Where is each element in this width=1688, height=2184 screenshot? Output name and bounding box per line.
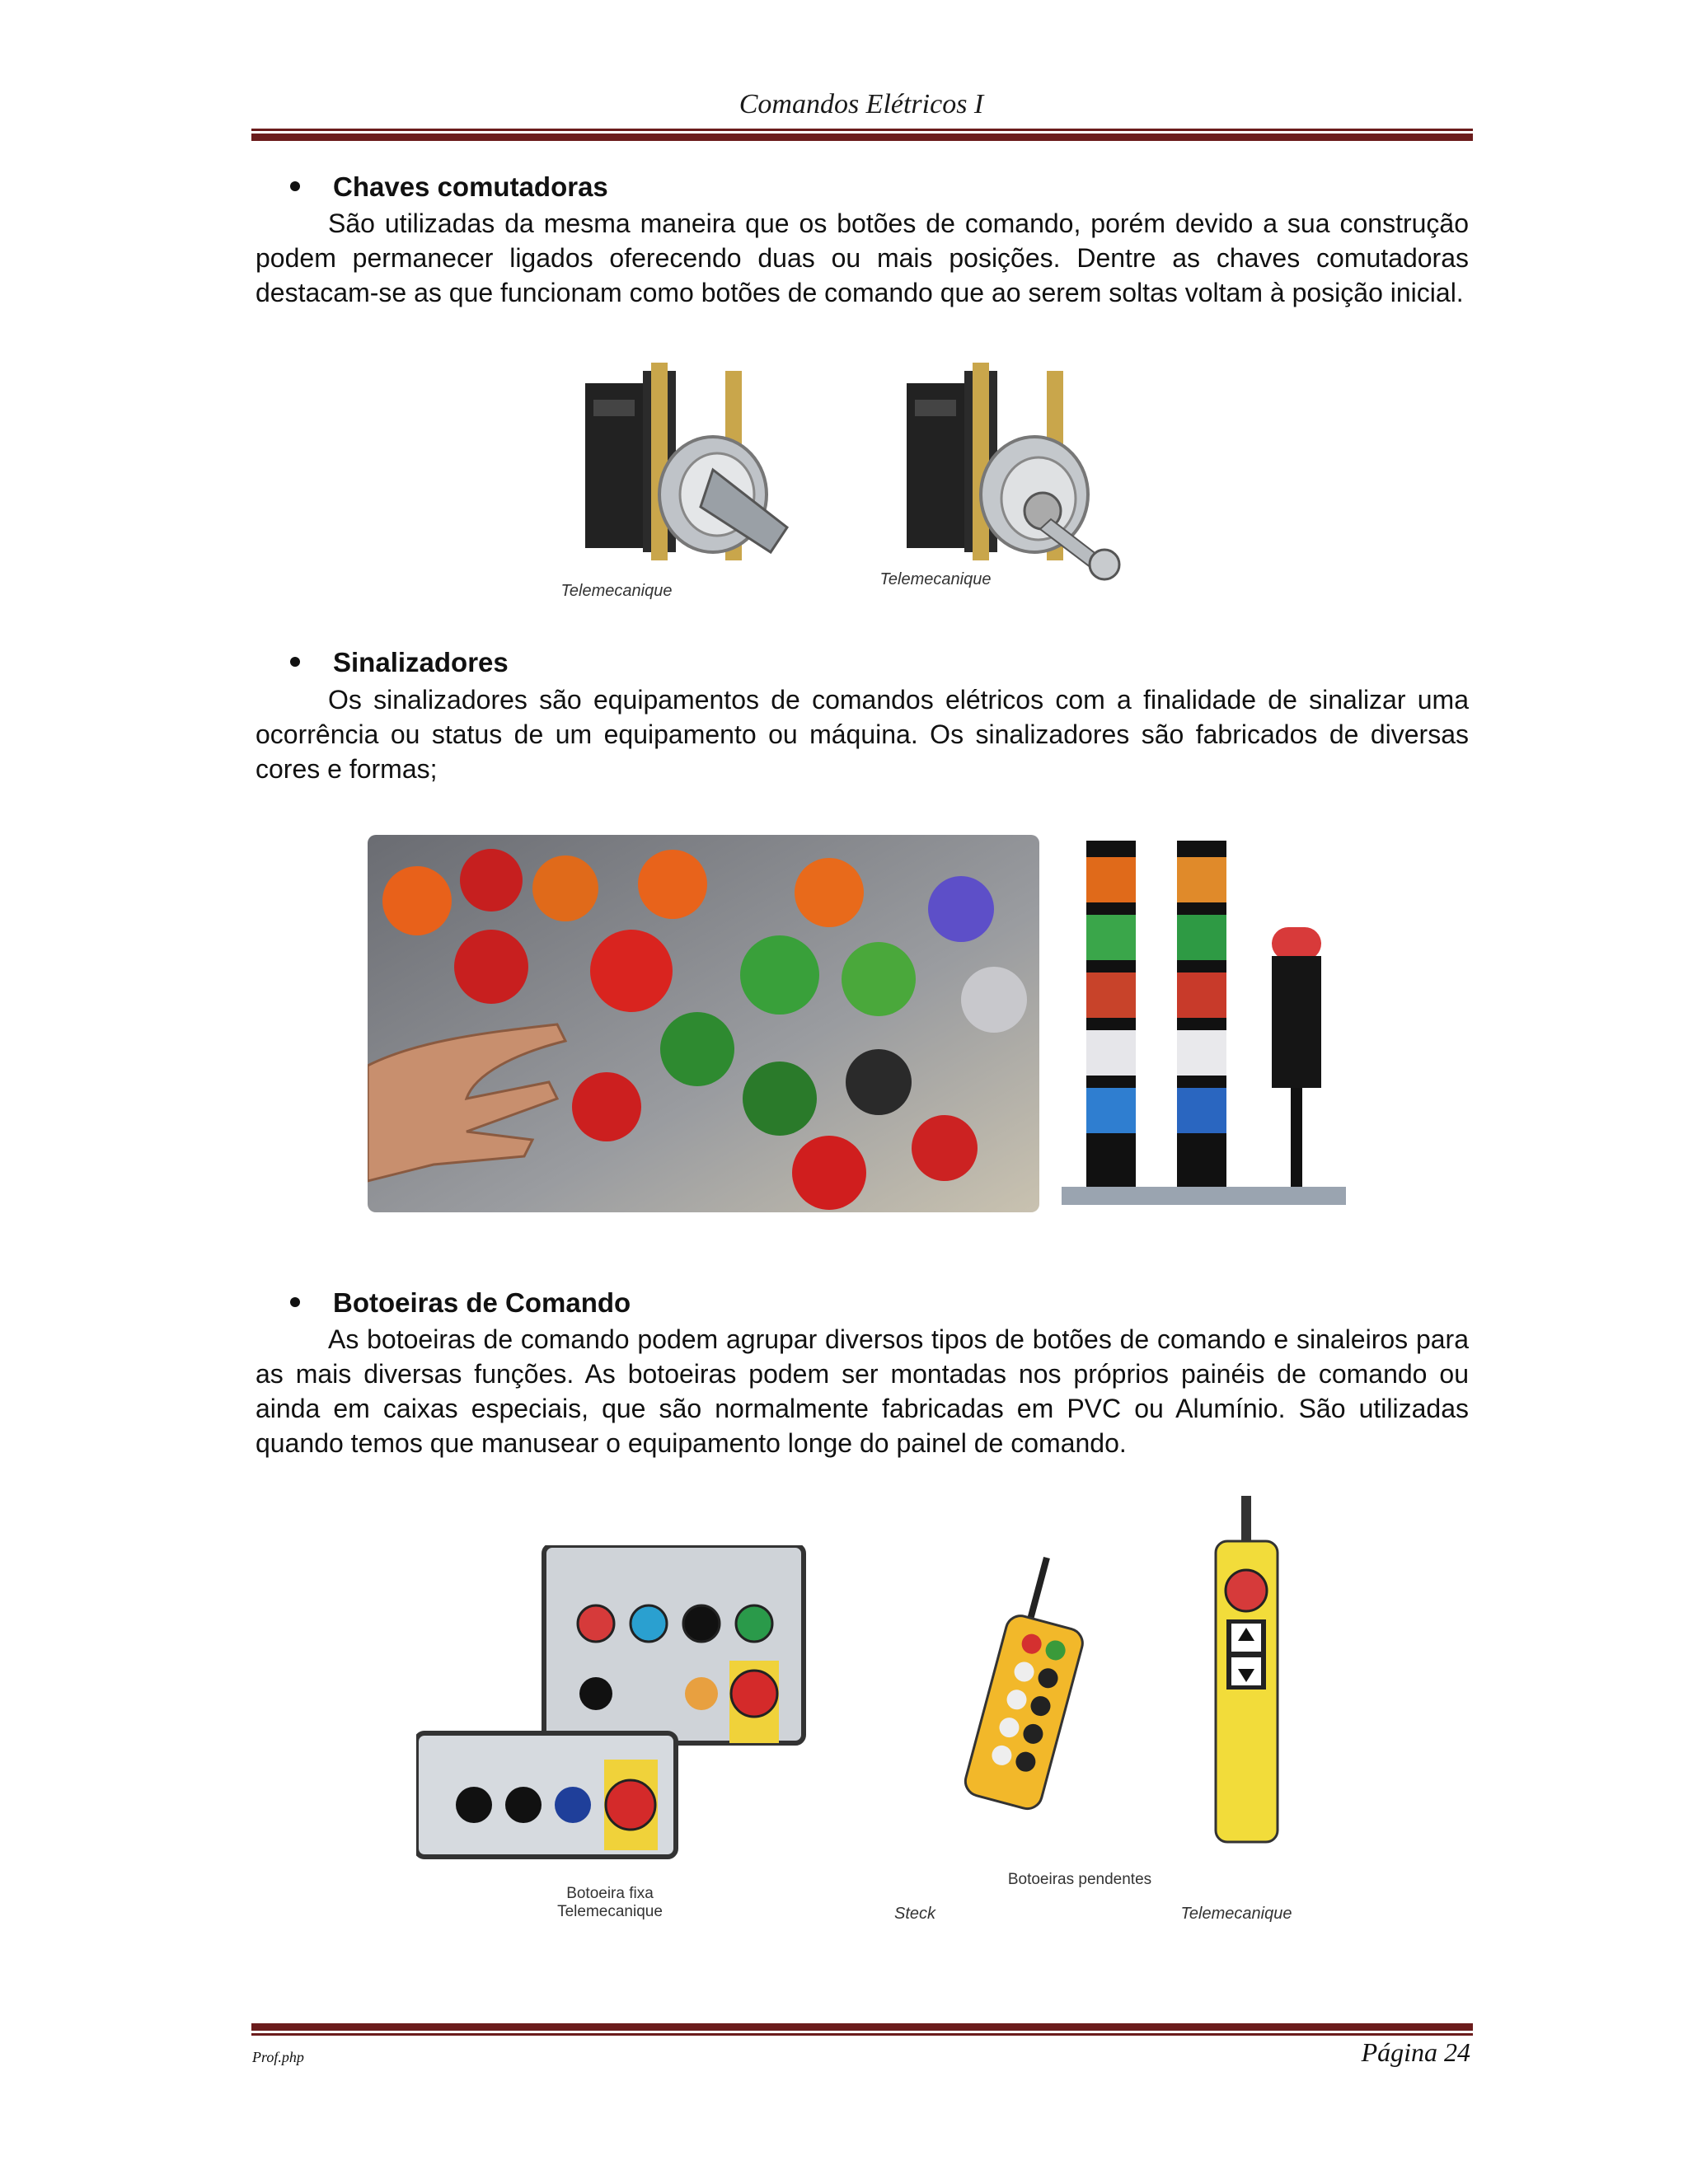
- bullet-icon: [290, 657, 300, 667]
- selector-switches-figure: [536, 354, 1179, 610]
- selector-switch-image: [585, 363, 787, 560]
- caption-botoeiras-pendentes: Botoeiras pendentes: [1007, 1871, 1152, 1888]
- section-body-botoeiras: As botoeiras de comando podem agrupar diversos tipos de botões de comando e sinaleiros para as mais diversas funções. As botoeiras podem ser montadas nos próprios painéis de comando ou ainda em caixas especiais, que são normalmente fabricadas em PVC ou Alumínio. São utilizadas quando temos que manusear o equipamento longe do painel de comando.: [256, 1324, 1469, 1458]
- bullet-icon: [290, 181, 300, 191]
- key-switch-image: [907, 363, 1119, 579]
- pendant-pushbutton-stations-image: [882, 1496, 1319, 1858]
- footer-author: Prof.php: [252, 2049, 304, 2065]
- caption-telemecanique-1: Telemecanique: [560, 582, 673, 600]
- caption-telemecanique-3: Telemecanique: [1180, 1905, 1292, 1923]
- caption-steck: Steck: [893, 1905, 936, 1923]
- fixed-pushbutton-station-image: [416, 1545, 812, 1867]
- section-body-chaves-comutadoras: São utilizadas da mesma maneira que os botões de comando, porém devido a sua construção podem permanecer ligados oferecendo duas ou mais posições. Dentre as chaves comutadoras destacam-se as que funcionam como botões de comando que ao serem soltas voltam à posição inicial.: [256, 209, 1469, 307]
- page-number: Página 24: [1361, 2037, 1470, 2067]
- caption-botoeira-fixa: Botoeira fixa Telemecanique: [557, 1885, 663, 1920]
- caption-telemecanique-2: Telemecanique: [879, 570, 992, 588]
- footer-rule: [251, 2023, 1473, 2036]
- section-title-botoeiras: Botoeiras de Comando: [290, 1287, 631, 1319]
- tower-lights-image: [1062, 832, 1358, 1212]
- indicator-lights-photo: [368, 835, 1039, 1212]
- bullet-icon: [290, 1297, 300, 1307]
- section-body-sinalizadores: Os sinalizadores são equipamentos de comandos elétricos com a finalidade de sinalizar uma ocorrência ou status de um equipamento ou máquina. Os sinalizadores são fabricados de diversas cores e formas;: [256, 685, 1469, 784]
- section-title-chaves-comutadoras: Chaves comutadoras: [290, 171, 608, 203]
- section-title-sinalizadores: Sinalizadores: [290, 647, 509, 678]
- page-header-title: Comandos Elétricos I: [738, 89, 984, 120]
- header-rule: [251, 129, 1473, 141]
